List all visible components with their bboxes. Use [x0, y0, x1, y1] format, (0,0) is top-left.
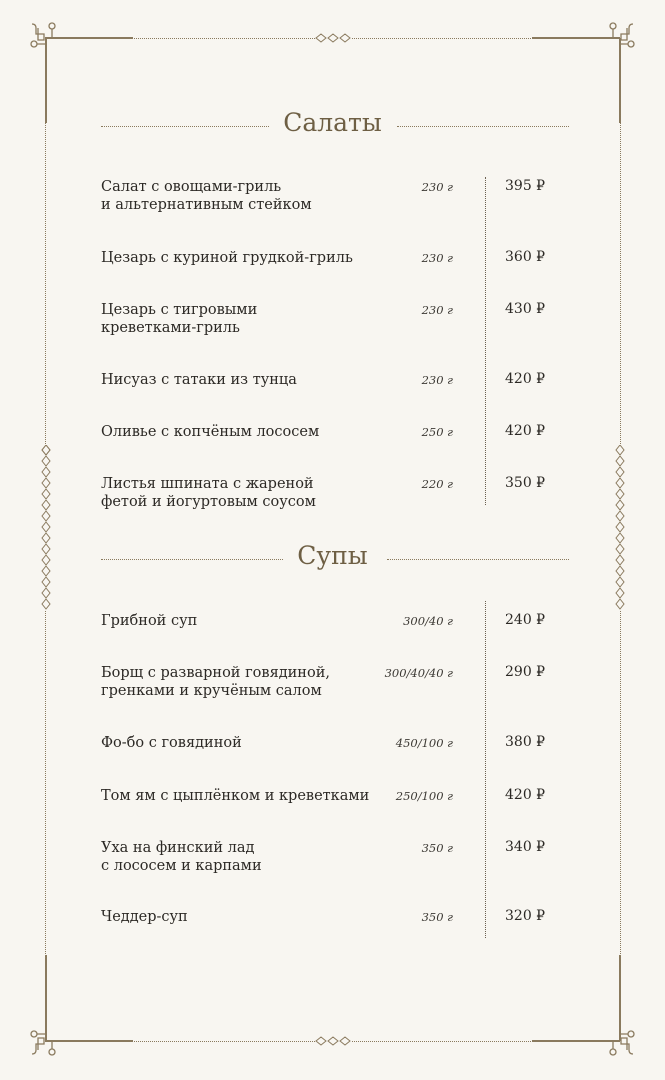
corner-ornament-icon	[607, 1028, 637, 1058]
dish-name: Цезарь с куриной грудкой-гриль	[101, 250, 353, 266]
dish-weight: 230 г	[421, 180, 453, 194]
side-ornament-icon	[41, 445, 51, 610]
dish-weight: 250 г	[421, 425, 453, 439]
dish-name: Уха на финский лад с лососем и карпами	[101, 840, 262, 874]
dish-price: 240 ₽	[505, 612, 546, 628]
dish-name: Нисуаз с татаки из тунца	[101, 372, 297, 388]
dish-price: 420 ₽	[505, 423, 546, 439]
frame-segment	[45, 1040, 133, 1042]
column-divider	[485, 601, 486, 938]
dish-name: Фо-бо с говядиной	[101, 735, 242, 751]
section-title-salads: Салаты	[283, 108, 382, 137]
corner-ornament-icon	[607, 20, 637, 50]
dish-name: Борщ с разварной говядиной, гренками и кручёным салом	[101, 665, 330, 699]
dish-price: 290 ₽	[505, 664, 546, 680]
dish-weight: 220 г	[421, 477, 453, 491]
frame-segment	[45, 37, 133, 39]
corner-ornament-icon	[28, 20, 58, 50]
diamond-ornament-icon	[315, 33, 351, 43]
column-divider	[485, 177, 486, 505]
dish-price: 340 ₽	[505, 839, 546, 855]
dish-price: 430 ₽	[505, 301, 546, 317]
dish-name: Листья шпината с жареной фетой и йогуртовым соусом	[101, 476, 316, 510]
dish-name: Оливье с копчёным лососем	[101, 424, 320, 440]
dish-price: 420 ₽	[505, 787, 546, 803]
dish-price: 350 ₽	[505, 475, 546, 491]
dish-weight: 350 г	[421, 841, 453, 855]
dish-name: Цезарь с тигровыми креветками-гриль	[101, 302, 258, 336]
dish-price: 380 ₽	[505, 734, 546, 750]
corner-ornament-icon	[28, 1028, 58, 1058]
diamond-ornament-icon	[315, 1036, 351, 1046]
dish-weight: 350 г	[421, 910, 453, 924]
dish-weight: 230 г	[421, 303, 453, 317]
dish-name: Салат с овощами-гриль и альтернативным стейком	[101, 179, 312, 213]
dish-weight: 230 г	[421, 251, 453, 265]
dish-weight: 450/100 г	[395, 736, 453, 750]
dish-name: Том ям с цыплёнком и креветками	[101, 788, 370, 804]
side-ornament-icon	[615, 445, 625, 610]
dish-name: Чеддер-суп	[101, 909, 188, 925]
dish-price: 420 ₽	[505, 371, 546, 387]
dish-price: 395 ₽	[505, 178, 546, 194]
dish-price: 320 ₽	[505, 908, 546, 924]
dish-weight: 300/40/40 г	[384, 666, 453, 680]
section-title-soups: Супы	[297, 541, 368, 570]
dish-name: Грибной суп	[101, 613, 198, 629]
dish-price: 360 ₽	[505, 249, 546, 265]
dish-weight: 250/100 г	[395, 789, 453, 803]
dish-weight: 230 г	[421, 373, 453, 387]
dish-weight: 300/40 г	[403, 614, 453, 628]
